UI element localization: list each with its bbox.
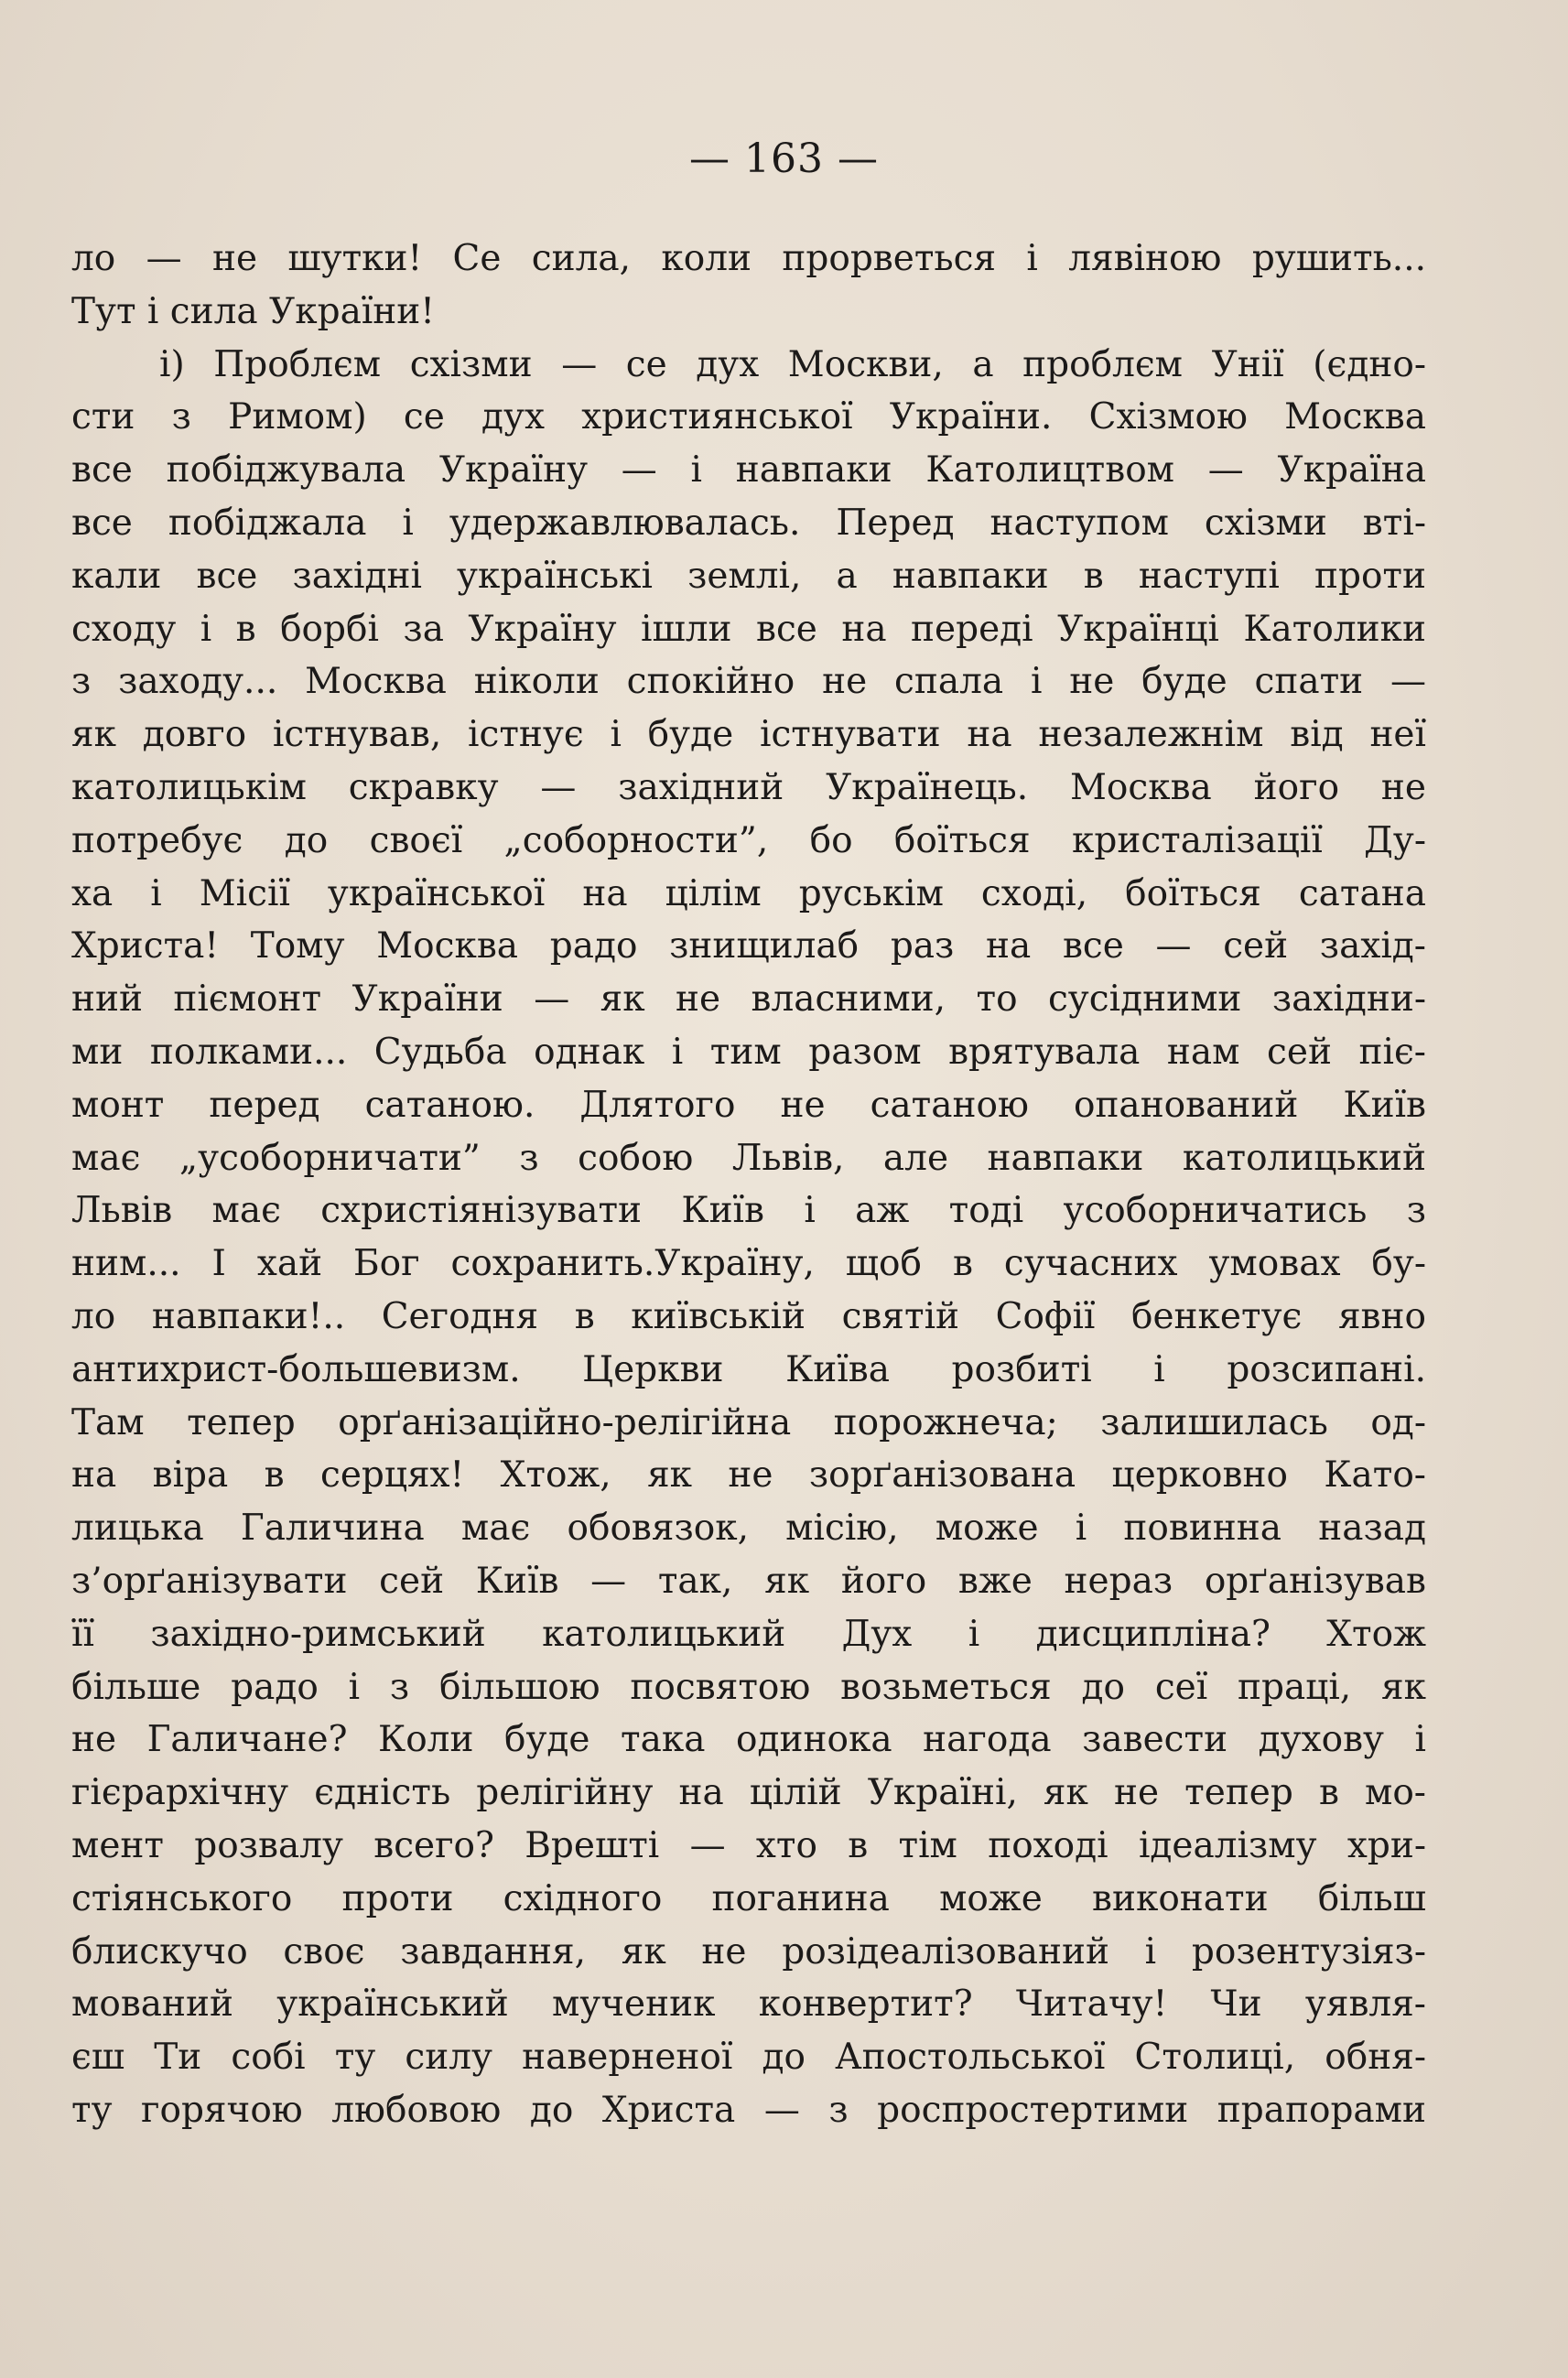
- text-line: мований український мученик конвертит? Читачу! Чи уявля-: [71, 1983, 1426, 2026]
- paragraph: [71, 339, 1426, 2137]
- text-line: стіянського проти східного поганина може виконати більш: [71, 1877, 1426, 1919]
- text-line: єш Ти собі ту силу наверненої до Апостольської Столиці, обня-: [71, 2037, 1426, 2079]
- text-line: сходу і в борбі за Україну ішли все на переді Українці Католики: [71, 608, 1426, 650]
- text-line: ту горячою любовою до Христа — з роспростертими прапорами: [71, 2089, 1426, 2131]
- text-line: ним... І хай Бог сохранить.Україну, щоб в сучасних умовах бу-: [71, 1243, 1426, 1285]
- text-line: і) Проблєм схізми — се дух Москви, а проблєм Унії (єдно-: [159, 343, 1426, 385]
- page-number: — 163 —: [689, 135, 879, 182]
- body-text: [71, 232, 1426, 2137]
- text-line: все побіджала і удержавлювалась. Перед наступом схізми вті-: [71, 502, 1426, 544]
- text-line: на віра в серцях! Хтож, як не зорґанізована церковно Като-: [71, 1454, 1426, 1497]
- text-line: ми полками... Судьба однак і тим разом врятувала нам сей піє-: [71, 1031, 1426, 1073]
- text-line: ний піємонт України — як не власними, то сусідними західни-: [71, 978, 1426, 1021]
- text-line: все побіджувала Україну — і навпаки Католицтвом — Україна: [71, 449, 1426, 492]
- text-line: католицькім скравку — західний Українець. Москва його не: [71, 766, 1426, 808]
- text-line: антихрист-большевизм. Церкви Київа розбиті і розсипані.: [71, 1348, 1426, 1390]
- text-line: Тут і сила України!: [71, 290, 435, 332]
- text-line: ло — не шутки! Се сила, коли прорветься і лявіною рушить...: [71, 238, 1426, 279]
- text-line: більше радо і з більшою посвятою возьметься до сеї праці, як: [71, 1666, 1426, 1708]
- text-line: кали все західні українські землі, а навпаки в наступі проти: [71, 555, 1426, 597]
- text-line: її західно-римський католицький Дух і дисципліна? Хтож: [71, 1613, 1426, 1655]
- text-line: не Галичане? Коли буде така одинока нагода завести духову і: [71, 1719, 1426, 1761]
- text-line: гієрархічну єдність релігійну на цілій Україні, як не тепер в мо-: [71, 1772, 1426, 1814]
- text-line: Львів має схристіянізувати Київ і аж тоді усоборничатись з: [71, 1190, 1426, 1232]
- text-line: з заходу... Москва ніколи спокійно не спала і не буде спати —: [71, 661, 1426, 703]
- text-line: має „усоборничати” з собою Львів, але навпаки католицький: [71, 1137, 1426, 1179]
- text-line: як довго істнував, істнує і буде істнувати на незалежнім від неї: [71, 714, 1426, 756]
- text-line: блискучо своє завдання, як не розідеалізований і розентузіяз-: [71, 1930, 1426, 1973]
- paragraph: [71, 232, 1426, 339]
- text-line: Христа! Тому Москва радо знищилаб раз на все — сей захід-: [71, 925, 1426, 967]
- text-line: ло навпаки!.. Сегодня в київській святій Софії бенкетує явно: [71, 1295, 1426, 1337]
- text-line: ха і Місії української на цілім руськім сході, боїться сатана: [71, 872, 1426, 914]
- text-line: потребує до своєї „соборности”, бо боїться кристалізації Ду-: [71, 819, 1426, 861]
- text-line: мент розвалу всего? Врешті — хто в тім поході ідеалізму хри-: [71, 1824, 1426, 1866]
- text-line: сти з Римом) се дух християнської України. Схізмою Москва: [71, 396, 1426, 438]
- text-line: лицька Галичина має обовязок, місію, може і повинна назад: [71, 1508, 1426, 1550]
- text-line: монт перед сатаною. Длятого не сатаною опанований Київ: [71, 1084, 1426, 1126]
- text-line: з’орґанізувати сей Київ — так, як його вже нераз орґанізував: [71, 1560, 1426, 1602]
- text-line: Там тепер орґанізаційно-релігійна порожнеча; залишилась од-: [71, 1401, 1426, 1443]
